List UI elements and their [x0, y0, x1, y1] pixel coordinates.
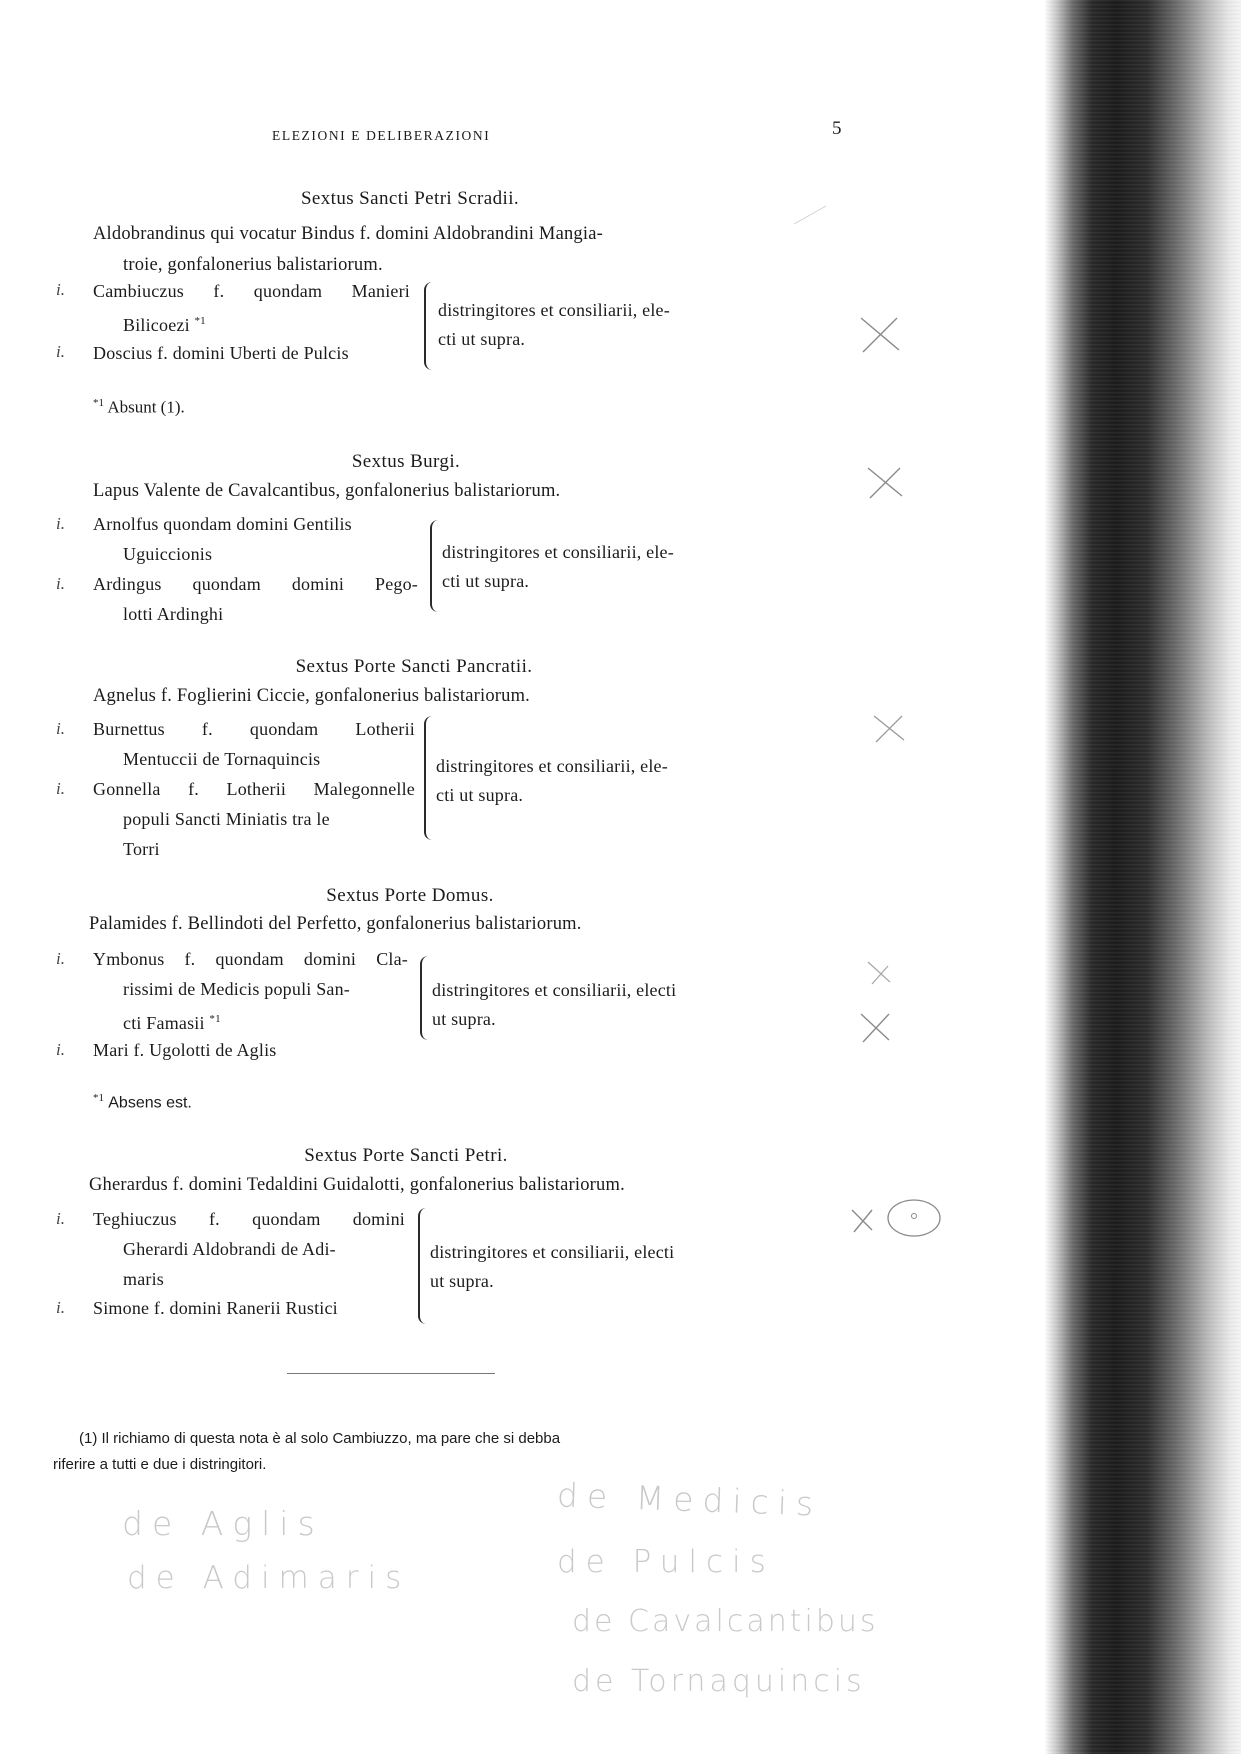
footnote-mark: *1 — [209, 1013, 221, 1025]
item-marker: i. — [56, 280, 65, 299]
handwritten-note: de Pulcis — [557, 1544, 775, 1580]
name-line: Mentuccii de Tornaquincis — [123, 749, 321, 769]
curly-brace — [430, 520, 442, 612]
section-heading: Sextus Burgi. — [351, 451, 461, 472]
distringitor-name — [93, 509, 352, 569]
item-marker: i. — [56, 1209, 65, 1228]
gonfalonerius-entry: Lapus Valente de Cavalcantibus, gonfalonerius balistariorum. — [93, 481, 561, 501]
item-marker: i. — [56, 514, 65, 533]
pencil-stroke-mark — [790, 200, 830, 230]
pencil-cross-mark — [855, 1008, 895, 1046]
name-line: lotti Ardinghi — [123, 604, 224, 624]
footnote-line: (1) Il richiamo di questa nota è al solo Cambiuzzo, ma pare che si debba — [79, 1430, 561, 1447]
note-mark: *1 — [93, 397, 104, 409]
role-line: cti ut supra. — [436, 785, 524, 805]
name-line: Gonnella f. Lotherii Malegonnelle — [93, 779, 415, 799]
pencil-cross-mark — [862, 956, 896, 990]
footnote — [53, 1426, 743, 1478]
pencil-cross-mark — [868, 710, 910, 746]
distringitor-name — [93, 276, 410, 340]
curly-brace — [424, 282, 436, 370]
handwritten-note: de Tornaquincis — [572, 1664, 866, 1699]
distringitor-name — [93, 944, 408, 1038]
role-description — [430, 1238, 674, 1296]
distringitor-name — [93, 1204, 405, 1294]
section-heading: Sextus Porte Sancti Pancratii. — [295, 656, 533, 677]
handwritten-note: de Adimaris — [127, 1560, 411, 1596]
distringitor-name: Simone f. domini Ranerii Rustici — [93, 1298, 338, 1318]
note-mark: *1 — [93, 1092, 104, 1104]
footnote-rule — [287, 1373, 495, 1374]
gonfalonerius-entry: Gherardus f. domini Tedaldini Guidalotti, gonfalonerius balistariorum. — [89, 1175, 625, 1195]
section-heading: Sextus Sancti Petri Scradii. — [300, 188, 520, 209]
section-heading: Sextus Porte Sancti Petri. — [304, 1145, 508, 1166]
role-line: distringitores et consiliarii, electi — [432, 980, 677, 1000]
role-line: cti ut supra. — [438, 329, 526, 349]
role-line: ut supra. — [432, 1009, 496, 1029]
note-text: Absunt (1). — [107, 397, 185, 417]
gonfalonerius-entry: Agnelus f. Foglierini Ciccie, gonfalonerius balistariorum. — [93, 686, 531, 706]
pencil-cross-mark — [855, 312, 905, 356]
page-number: 5 — [832, 118, 842, 139]
name-line: Ymbonus f. quondam domini Cla- — [93, 949, 408, 969]
curly-brace — [420, 956, 432, 1040]
role-description — [436, 752, 668, 810]
pencil-cross-circle-mark — [846, 1196, 946, 1246]
section-note — [93, 1092, 192, 1113]
item-marker: i. — [56, 574, 65, 593]
role-line: ut supra. — [430, 1271, 494, 1291]
section-heading: Sextus Porte Domus. — [326, 885, 494, 906]
name-line: maris — [123, 1269, 164, 1289]
curly-brace — [424, 716, 436, 840]
role-line: distringitores et consiliarii, electi — [430, 1242, 675, 1262]
name-line: Gherardi Aldobrandi de Adi- — [123, 1239, 336, 1259]
distringitor-name — [93, 569, 418, 629]
handwritten-note: de Medicis — [556, 1475, 823, 1524]
item-marker: i. — [56, 779, 65, 798]
item-marker: i. — [56, 1040, 65, 1059]
name-line: Torri — [123, 839, 160, 859]
name-line: rissimi de Medicis populi San- — [123, 979, 350, 999]
handwritten-note: de Aglis — [122, 1504, 324, 1543]
running-title: ELEZIONI E DELIBERAZIONI — [272, 128, 491, 143]
distringitor-name: Doscius f. domini Uberti de Pulcis — [93, 343, 349, 363]
item-marker: i. — [56, 1298, 65, 1317]
item-marker: i. — [56, 342, 65, 361]
role-line: cti ut supra. — [442, 571, 530, 591]
name-line: Burnettus f. quondam Lotherii — [93, 719, 415, 739]
name-line: Arnolfus quondam domini Gentilis — [93, 514, 352, 534]
footnote-mark: *1 — [194, 315, 206, 327]
role-description — [438, 296, 670, 354]
role-description — [442, 538, 674, 596]
handwritten-note: de Cavalcantibus — [572, 1604, 879, 1639]
gonf-line: Aldobrandinus qui vocatur Bindus f. domini Aldobrandini Mangia- — [93, 224, 603, 244]
distringitor-name — [93, 774, 415, 864]
distringitor-name — [93, 714, 415, 774]
name-line: Bilicoezi — [123, 315, 190, 335]
footnote-line: riferire a tutti e due i distringitori. — [53, 1456, 267, 1473]
item-marker: i. — [56, 949, 65, 968]
pencil-cross-mark — [862, 462, 908, 502]
name-line: Ardingus quondam domini Pego- — [93, 574, 418, 594]
name-line: Cambiuczus f. quondam Manieri — [93, 281, 410, 301]
role-description — [432, 976, 676, 1034]
gonf-line: troie, gonfalonerius balistariorum. — [123, 255, 383, 275]
name-line: populi Sancti Miniatis tra le — [123, 809, 330, 829]
gonfalonerius-entry: Palamides f. Bellindoti del Perfetto, gonfalonerius balistariorum. — [89, 914, 582, 934]
name-line: cti Famasii — [123, 1013, 205, 1033]
section-note — [93, 397, 185, 418]
distringitor-name: Mari f. Ugolotti de Aglis — [93, 1040, 277, 1060]
gonfalonerius-entry — [93, 219, 603, 281]
item-marker: i. — [56, 719, 65, 738]
curly-brace — [418, 1208, 430, 1324]
role-line: distringitores et consiliarii, ele- — [436, 756, 668, 776]
name-line: Uguiccionis — [123, 544, 213, 564]
scan-shadow-edge — [1045, 0, 1241, 1754]
role-line: distringitores et consiliarii, ele- — [442, 542, 674, 562]
role-line: distringitores et consiliarii, ele- — [438, 300, 670, 320]
note-text: Absens est. — [108, 1094, 192, 1112]
name-line: Teghiuczus f. quondam domini — [93, 1209, 405, 1229]
